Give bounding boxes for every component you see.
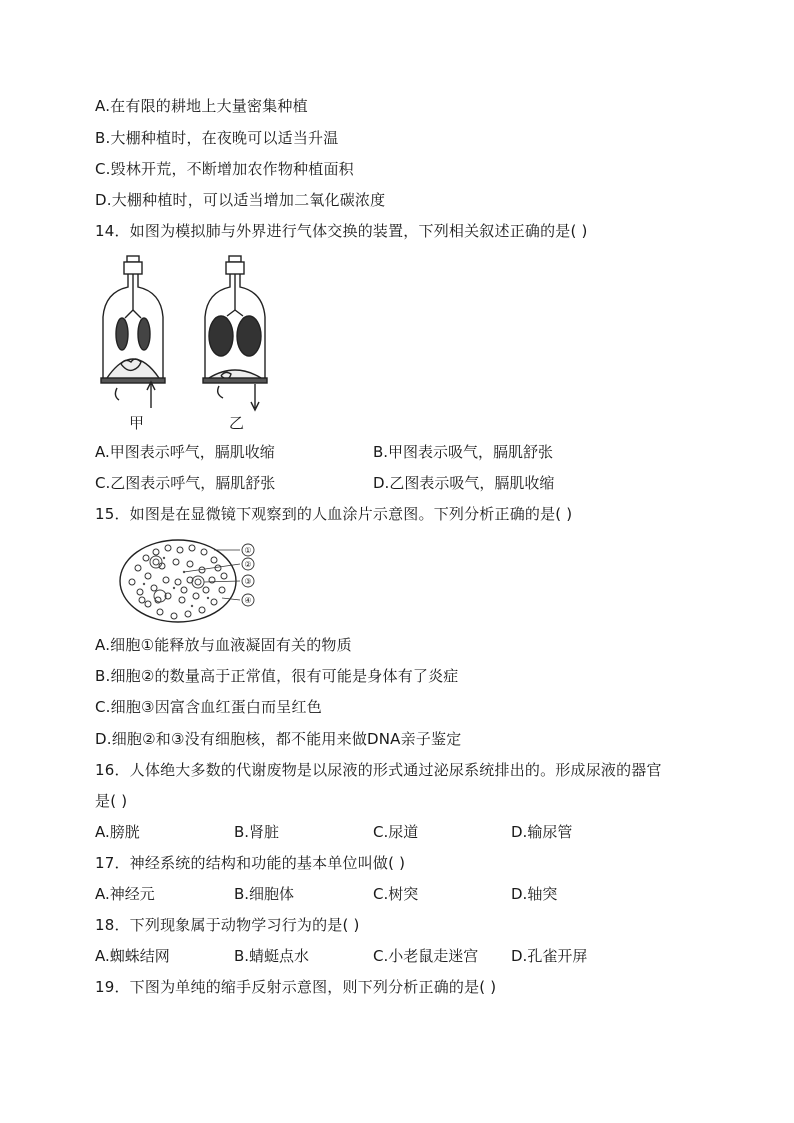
q16-option-b: B.肾脏: [234, 823, 280, 841]
q15-blood-smear-figure: [118, 538, 268, 628]
q15-label-4: ④: [244, 596, 252, 605]
q16-option-c: C.尿道: [373, 823, 419, 841]
q18-option-d: D.孔雀开屏: [511, 947, 588, 965]
q14-option-a: A.甲图表示呼气，膈肌收缩: [95, 443, 275, 461]
q17-option-c: C.树突: [373, 885, 419, 903]
q13-option-d: D.大棚种植时，可以适当增加二氧化碳浓度: [95, 191, 386, 209]
q17-option-d: D.轴突: [511, 885, 558, 903]
q14-option-b: B.甲图表示吸气，膈肌舒张: [373, 443, 554, 461]
q16-option-a: A.膀胱: [95, 823, 140, 841]
q13-option-b: B.大棚种植时，在夜晚可以适当升温: [95, 129, 339, 147]
q14-option-c: C.乙图表示呼气，膈肌舒张: [95, 474, 276, 492]
q14-stem: 14．如图为模拟肺与外界进行气体交换的装置，下列相关叙述正确的是( ): [95, 222, 588, 240]
q16-stem-line2: 是( ): [95, 792, 128, 810]
q16-option-d: D.输尿管: [511, 823, 573, 841]
q15-option-c: C.细胞③因富含血红蛋白而呈红色: [95, 698, 322, 716]
q17-stem: 17．神经系统的结构和功能的基本单位叫做( ): [95, 854, 406, 872]
q13-option-a: A.在有限的耕地上大量密集种植: [95, 97, 308, 115]
q17-option-a: A.神经元: [95, 885, 155, 903]
q18-option-b: B.蜻蜓点水: [234, 947, 310, 965]
q15-option-a: A.细胞①能释放与血液凝固有关的物质: [95, 636, 352, 654]
q14-label-jia: 甲: [129, 414, 145, 432]
q16-stem-line1: 16．人体绝大多数的代谢废物是以尿液的形式通过泌尿系统排出的。形成尿液的器官: [95, 761, 662, 779]
q14-lung-model-figure: [95, 252, 285, 437]
q15-label-2: ②: [244, 560, 252, 569]
q14-label-yi: 乙: [229, 414, 245, 432]
q15-label-3: ③: [244, 577, 252, 586]
jar-jia: [101, 256, 165, 408]
q15-option-b: B.细胞②的数量高于正常值，很有可能是身体有了炎症: [95, 667, 459, 685]
jar-yi: [203, 256, 267, 410]
q19-stem: 19．下图为单纯的缩手反射示意图，则下列分析正确的是( ): [95, 978, 497, 996]
q15-option-d: D.细胞②和③没有细胞核，都不能用来做DNA亲子鉴定: [95, 730, 462, 748]
q18-option-c: C.小老鼠走迷宫: [373, 947, 479, 965]
q14-option-d: D.乙图表示吸气，膈肌收缩: [373, 474, 555, 492]
q17-option-b: B.细胞体: [234, 885, 295, 903]
q15-stem: 15．如图是在显微镜下观察到的人血涂片示意图。下列分析正确的是( ): [95, 505, 573, 523]
q18-option-a: A.蜘蛛结网: [95, 947, 170, 965]
q18-stem: 18．下列现象属于动物学习行为的是( ): [95, 916, 360, 934]
q15-label-1: ①: [244, 546, 252, 555]
q13-option-c: C.毁林开荒，不断增加农作物种植面积: [95, 160, 354, 178]
